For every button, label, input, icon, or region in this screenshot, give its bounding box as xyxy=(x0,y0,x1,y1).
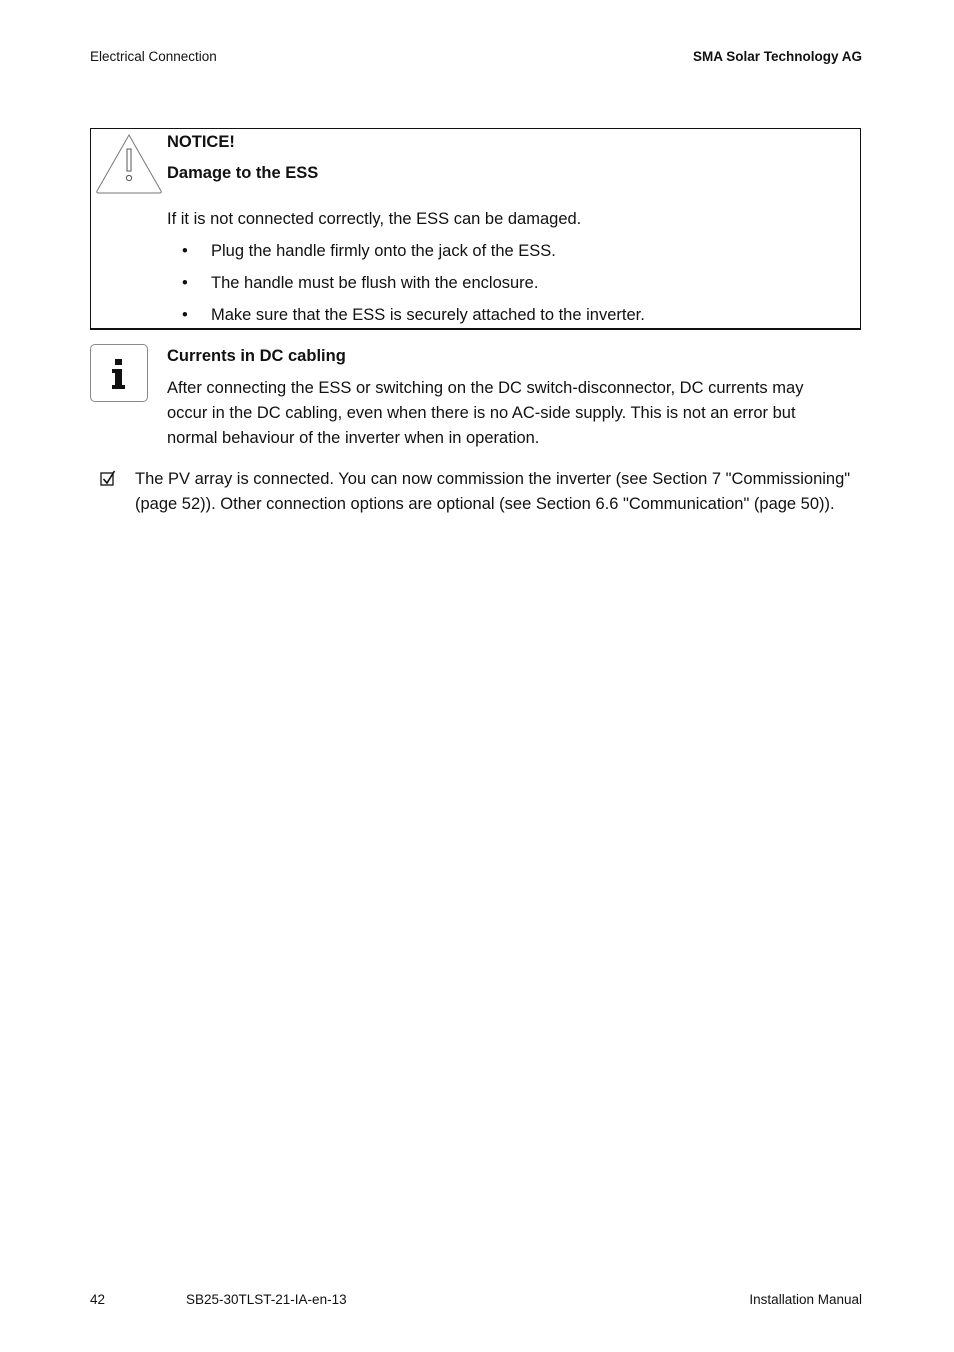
list-item-text: Plug the handle firmly onto the jack of the ESS. xyxy=(211,242,556,260)
bullet-dot: • xyxy=(182,274,188,292)
document-type: Installation Manual xyxy=(749,1292,862,1307)
document-code: SB25-30TLST-21-IA-en-13 xyxy=(186,1292,347,1307)
result-line: (page 52)). Other connection options are optional (see Section 6.6 "Communication" (page 50)). xyxy=(135,495,835,513)
list-item-text: The handle must be flush with the enclosure. xyxy=(211,274,539,292)
info-icon xyxy=(90,344,148,402)
info-line: After connecting the ESS or switching on the DC switch-disconnector, DC currents may xyxy=(167,379,804,397)
notice-title: Damage to the ESS xyxy=(167,164,319,182)
info-title: Currents in DC cabling xyxy=(167,347,346,365)
notice-intro: If it is not connected correctly, the ESS can be damaged. xyxy=(167,210,582,228)
bullet-dot: • xyxy=(182,306,188,324)
header-company-name: SMA Solar Technology AG xyxy=(692,49,862,64)
bullet-dot: • xyxy=(182,242,188,260)
info-line: occur in the DC cabling, even when there is no AC-side supply. This is not an error but xyxy=(167,404,796,422)
list-item-text: Make sure that the ESS is securely attached to the inverter. xyxy=(211,306,645,324)
warning-triangle-icon xyxy=(95,133,163,195)
info-line: normal behaviour of the inverter when in operation. xyxy=(167,429,540,447)
result-text xyxy=(135,467,875,517)
checked-box-icon xyxy=(100,470,116,487)
result-line: The PV array is connected. You can now commission the inverter (see Section 7 "Commissioning" xyxy=(135,470,851,488)
info-body xyxy=(167,376,867,451)
notice-signal-word: NOTICE! xyxy=(167,133,235,151)
page-number: 42 xyxy=(90,1292,106,1307)
header-section-title: Electrical Connection xyxy=(90,49,217,64)
